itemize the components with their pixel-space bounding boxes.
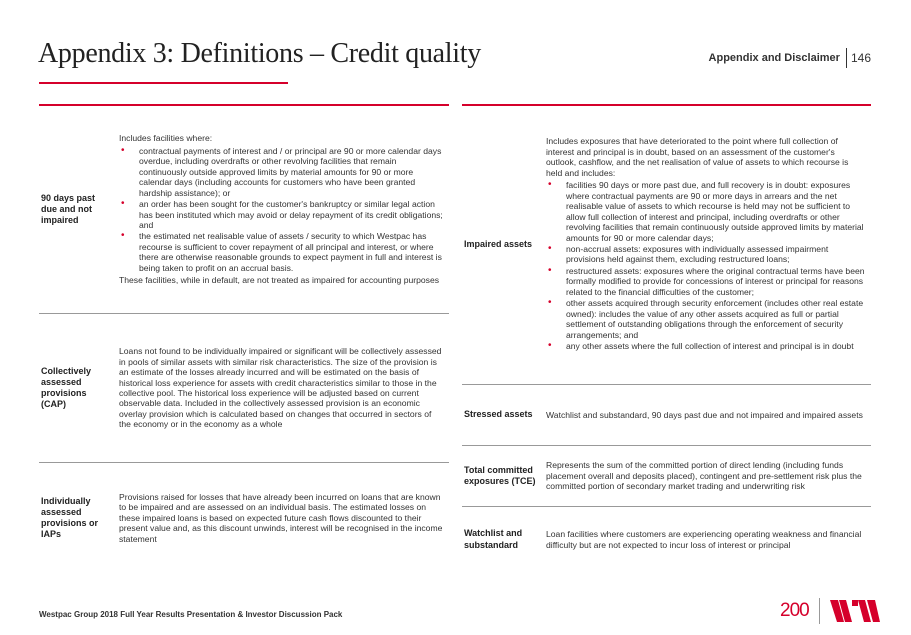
definition-term: Total committed exposures (TCE) — [464, 464, 536, 486]
description-intro: Loan facilities where customers are experiencing operating weakness and financial difficulty but are not expected to incur loss of interest or principal — [546, 529, 862, 550]
bullet-item: • other assets acquired through security enforcement (includes other real estate owned): includes the value of any other assets acquired as full or partial settlement of outstanding obligations through the enforcement of security arrangements; and — [546, 298, 865, 340]
definition-row-cap — [39, 313, 449, 462]
definition-row-stressed-assets — [462, 384, 871, 445]
definition-description — [546, 385, 865, 445]
definition-row-tce — [462, 445, 871, 506]
definition-description — [546, 507, 865, 572]
header-section-label — [709, 48, 871, 68]
logo-divider — [819, 598, 820, 624]
definition-row-iap — [39, 462, 449, 573]
description-intro: Loans not found to be individually impaired or significant will be collectively assessed in pools of similar assets with similar risk characteristics. The size of the provision is an estimate of the losses already incurred and will be estimated on the basis of historical loss experience for assets with credit characteristics similar to those in the collective pool. The historical loss experience will be adjusted based on current observable data. Included in the collectively assessed provision is an economic overlay provision which is calculated based on changes that occurred in sectors of the economy or in the economy as a whole — [119, 346, 442, 430]
description-intro: Includes facilities where: — [119, 133, 213, 144]
definition-description — [119, 106, 445, 313]
description-intro: Includes exposures that have deteriorated to the point where full collection of interest and principal is in doubt, based on an assessment of the customer's outlook, cashflow, and the net realisation of value of assets to which recourse is held and includes: — [546, 136, 849, 178]
description-bullet-list — [119, 145, 445, 275]
definition-term: Watchlist and substandard — [464, 528, 523, 550]
description-intro: Represents the sum of the committed portion of direct lending (including funds placement overall and deposits placed), contingent and pre-settlement risk plus the committed portion of secondary market trading and underwriting risk — [546, 460, 862, 492]
definition-term: Stressed assets — [464, 409, 533, 420]
bullet-item: • restructured assets: exposures where the original contractual terms have been formally modified to provide for concessions of interest or principal for reasons related to the financial difficulties of the customer; — [546, 266, 865, 297]
left-definitions-column — [39, 104, 449, 573]
definition-description — [119, 463, 445, 573]
bullet-item: • non-accrual assets: exposures with individually assessed impairment provisions held against them, excluding restructured loans; — [546, 244, 865, 265]
section-name: Appendix and Disclaimer — [708, 52, 840, 64]
title-underline — [39, 82, 288, 84]
definition-description — [546, 446, 865, 506]
definition-term: 90 days past due and not impaired — [41, 192, 96, 226]
definition-term: Impaired assets — [464, 239, 533, 250]
westpac-logo — [780, 598, 880, 624]
footer-text: Westpac Group 2018 Full Year Results Presentation & Investor Discussion Pack — [39, 610, 343, 619]
westpac-w-icon — [830, 600, 880, 622]
description-bullet-list — [546, 179, 865, 353]
bullet-item: • an order has been sought for the customer's bankruptcy or similar legal action has been instituted which may avoid or delay repayment of its credit obligations; and — [119, 199, 445, 230]
definition-term: Collectively assessed provisions (CAP) — [41, 365, 92, 410]
bullet-item: • the estimated net realisable value of assets / security to which Westpac has recourse is sufficient to cover repayment of all principal and interest, or where there are otherwise reasonable grounds to expect payment in full and interest is being taken to profit on an accrual basis. — [119, 231, 445, 273]
definition-description — [546, 106, 865, 384]
page-title: Appendix 3: Definitions – Credit quality — [38, 38, 481, 69]
bullet-item: • facilities 90 days or more past due, and full recovery is in doubt: exposures where contractual payments are 90 or more days in arrears and the net realisable value of assets to which recourse is held may not be sufficient to allow full collection of interest and principal, including overdrafts or other revolving facilities that remain continuously outside approved limits by material amounts for 90 or more calendar days; — [546, 180, 865, 243]
definition-description — [119, 314, 445, 462]
description-intro: Provisions raised for losses that have already been incurred on loans that are known to be impaired and are assessed on an individual basis. The estimated losses on these impaired loans is based on expected future cash flows discounted to their present value and, as this discount unwinds, interest will be recognised in the income statement — [119, 491, 443, 544]
page-number: 146 — [850, 51, 871, 65]
bullet-item: • contractual payments of interest and / or principal are 90 or more calendar days overdue, including overdrafts or other revolving facilities that remain continuously outside approved limits by material amounts for 90 or more calendar days (including accounts for customers who have been granted hardship assistance); or — [119, 146, 445, 198]
header-divider — [846, 48, 847, 68]
definition-row-watchlist — [462, 506, 871, 572]
anniversary-200-mark: 200 — [780, 600, 809, 621]
definition-row-impaired-assets — [462, 104, 871, 384]
right-definitions-column — [462, 104, 871, 572]
definition-row-90-days-past-due — [39, 104, 449, 313]
description-outro: These facilities, while in default, are not treated as impaired for accounting purposes — [119, 275, 440, 286]
bullet-item: • any other assets where the full collection of interest and principal is in doubt — [546, 341, 865, 351]
description-intro: Watchlist and substandard, 90 days past due and not impaired and impaired assets — [546, 409, 863, 420]
definition-term: Individually assessed provisions or IAPs — [41, 495, 99, 540]
